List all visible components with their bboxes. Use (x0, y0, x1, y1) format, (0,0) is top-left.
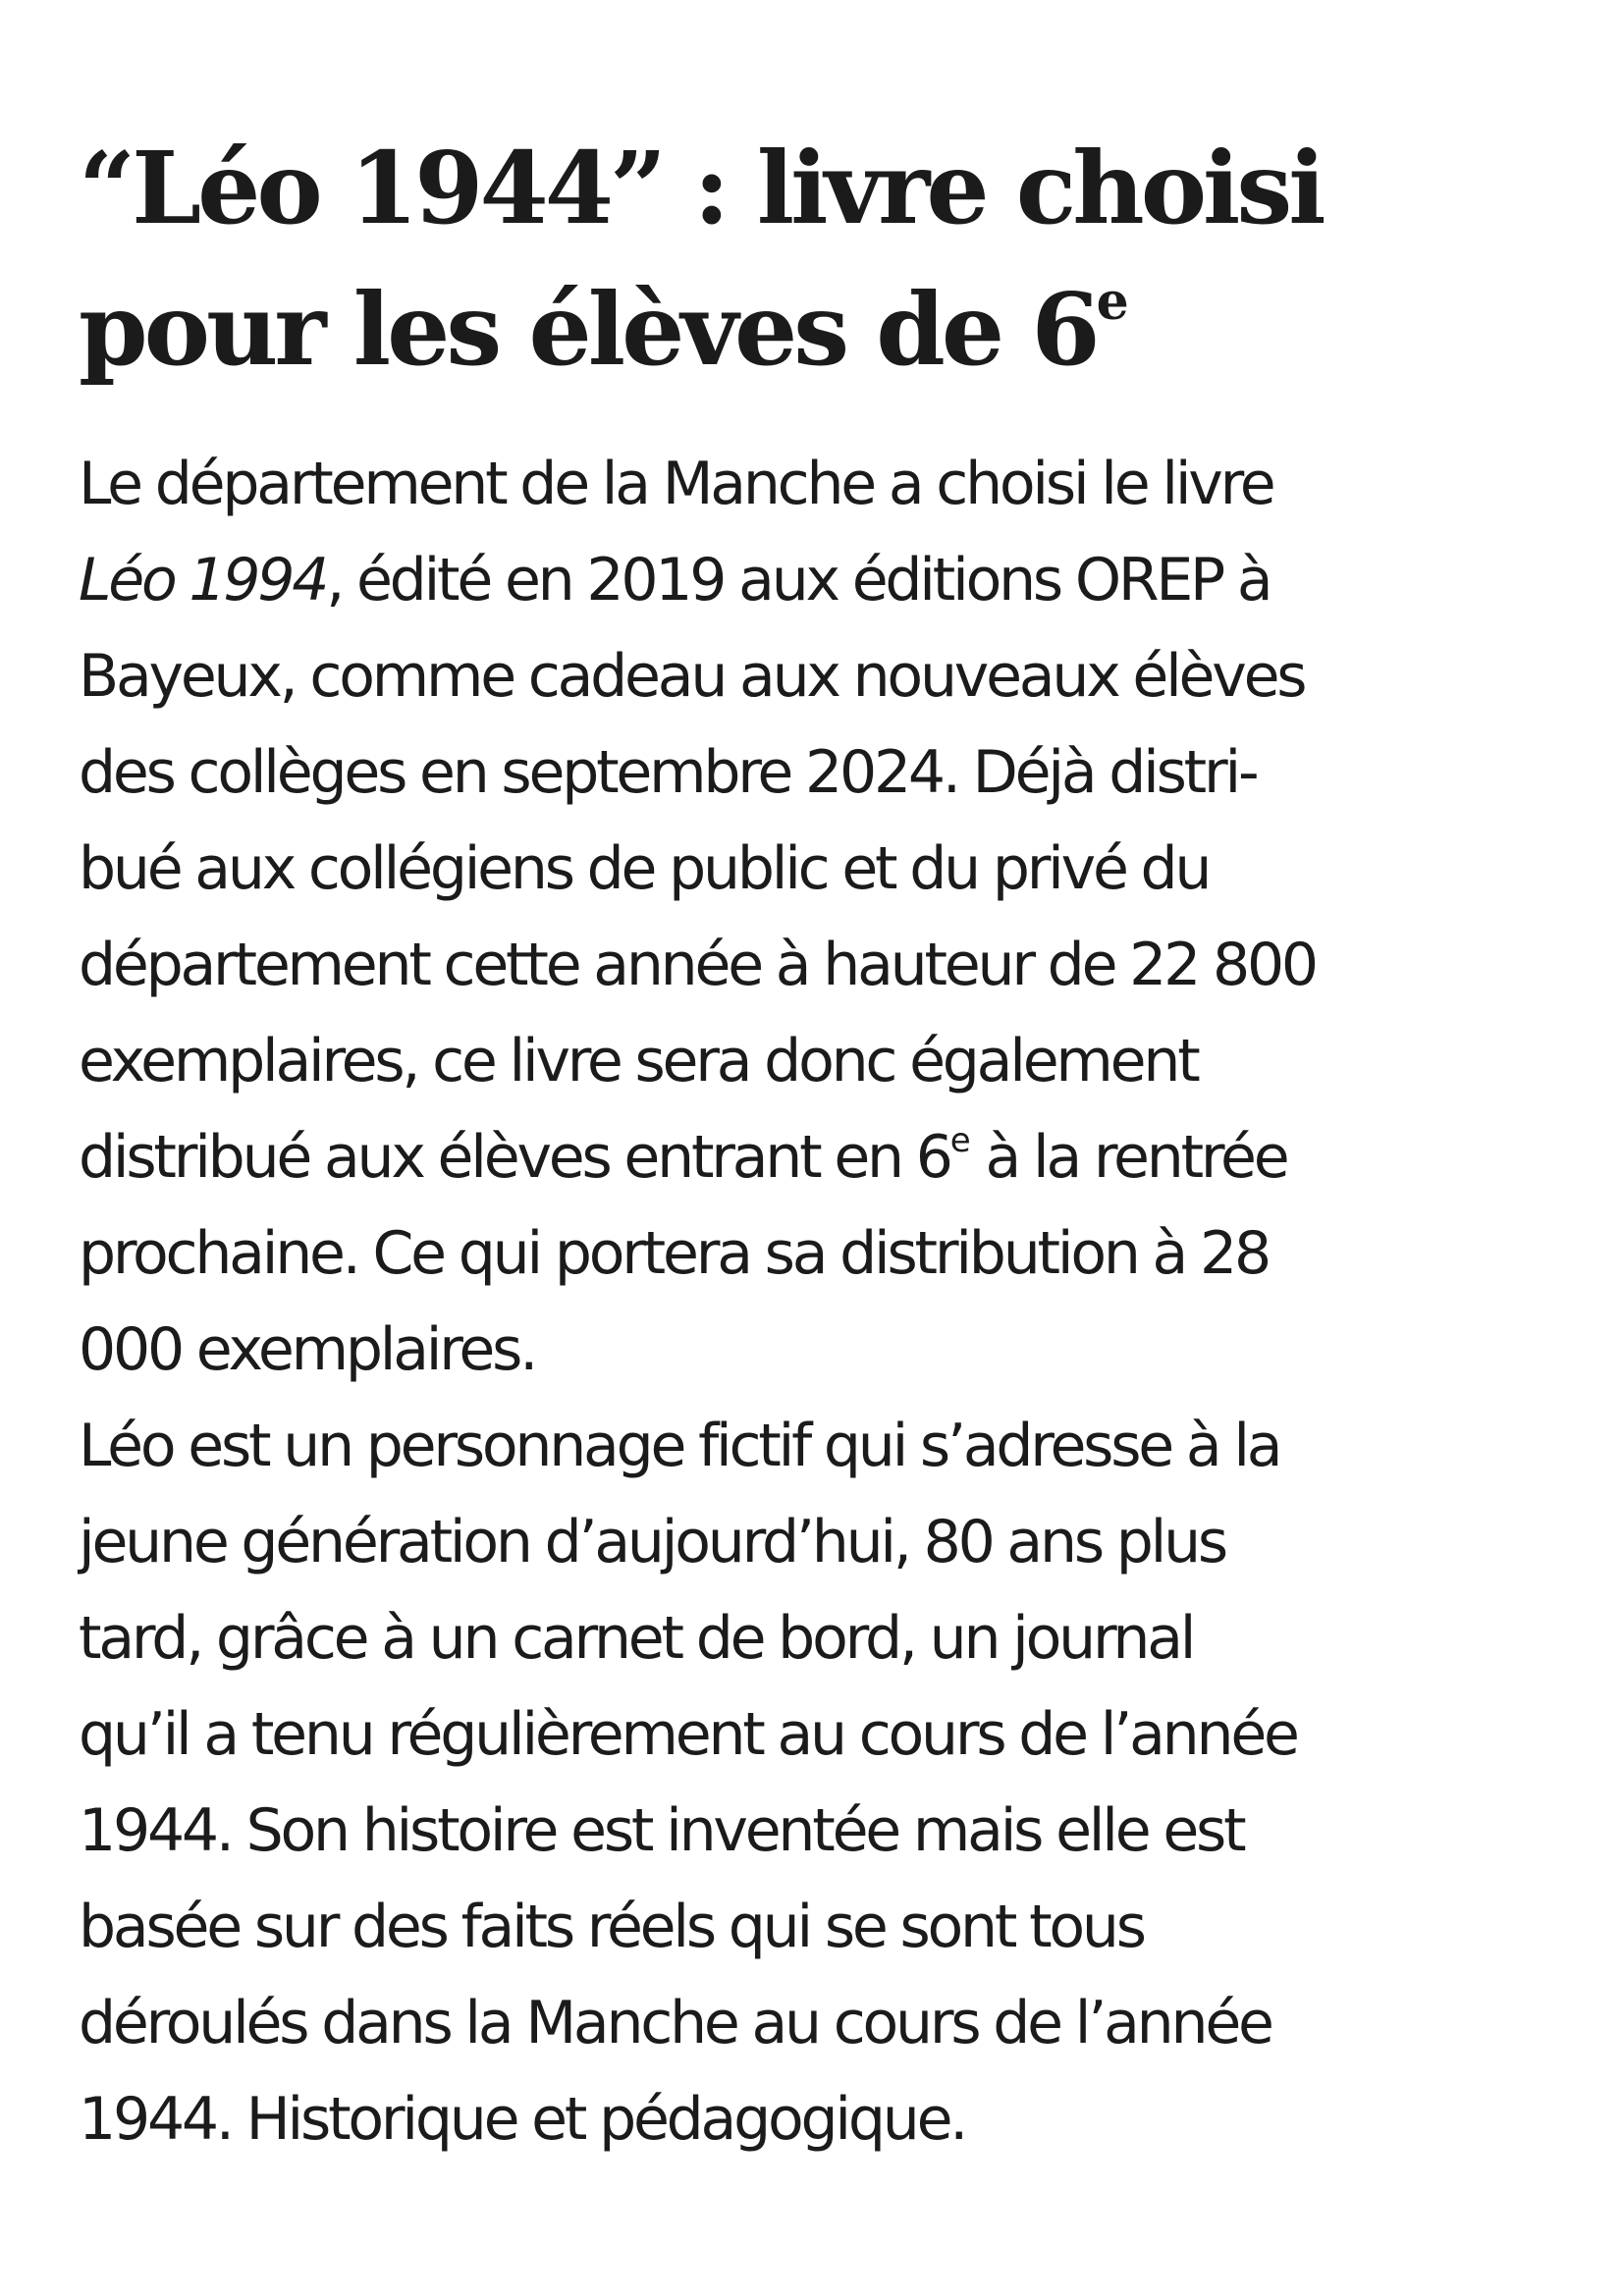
paragraph-1 (79, 436, 1544, 1398)
body-line: qu’il a tenu régulièrement au cours de l’année (79, 1700, 1297, 1769)
body-line: Léo est un personnage fictif qui s’adresse à la (79, 1412, 1280, 1480)
article-body (79, 436, 1544, 2167)
body-line: exemplaires, ce livre sera donc également (79, 1027, 1198, 1095)
body-line: Bayeux, comme cadeau aux nouveaux élèves (79, 642, 1305, 711)
body-line: des collèges en septembre 2024. Déjà distri- (79, 738, 1257, 807)
body-line (79, 1109, 1544, 1205)
body-line: prochaine. Ce qui portera sa distribution à 28 (79, 1219, 1269, 1288)
headline-line-2 (79, 259, 1544, 400)
body-line-text: à la rentrée (970, 1123, 1287, 1192)
body-line-text: , édité en 2019 aux éditions OREP à (326, 546, 1271, 614)
body-line: jeune génération d’aujourd’hui, 80 ans plus (79, 1508, 1225, 1576)
paragraph-2 (79, 1398, 1544, 2167)
article-headline (79, 118, 1544, 400)
body-line: Le département de la Manche a choisi le livre (79, 450, 1273, 518)
body-line: 000 exemplaires. (79, 1315, 536, 1384)
headline-superscript: e (1096, 272, 1129, 332)
body-line-text: distribué aux élèves entrant en 6 (79, 1123, 950, 1192)
body-line: 1944. Son histoire est inventée mais elle est (79, 1796, 1244, 1865)
body-line: basée sur des faits réels qui se sont tous (79, 1893, 1144, 1961)
body-line: 1944. Historique et pédagogique. (79, 2085, 966, 2154)
body-line: tard, grâce à un carnet de bord, un journal (79, 1604, 1194, 1673)
body-line: bué aux collégiens de public et du privé du (79, 834, 1210, 903)
body-line (79, 532, 1544, 628)
body-line: déroulés dans la Manche au cours de l’année (79, 1989, 1271, 2057)
headline-line-1: “Léo 1944” : livre choisi (79, 130, 1323, 246)
body-superscript: e (949, 1121, 971, 1160)
headline-line-2-text: pour les élèves de 6 (79, 271, 1097, 388)
body-line: département cette année à hauteur de 22 800 (79, 931, 1316, 999)
book-title: Léo 1994 (79, 546, 327, 614)
